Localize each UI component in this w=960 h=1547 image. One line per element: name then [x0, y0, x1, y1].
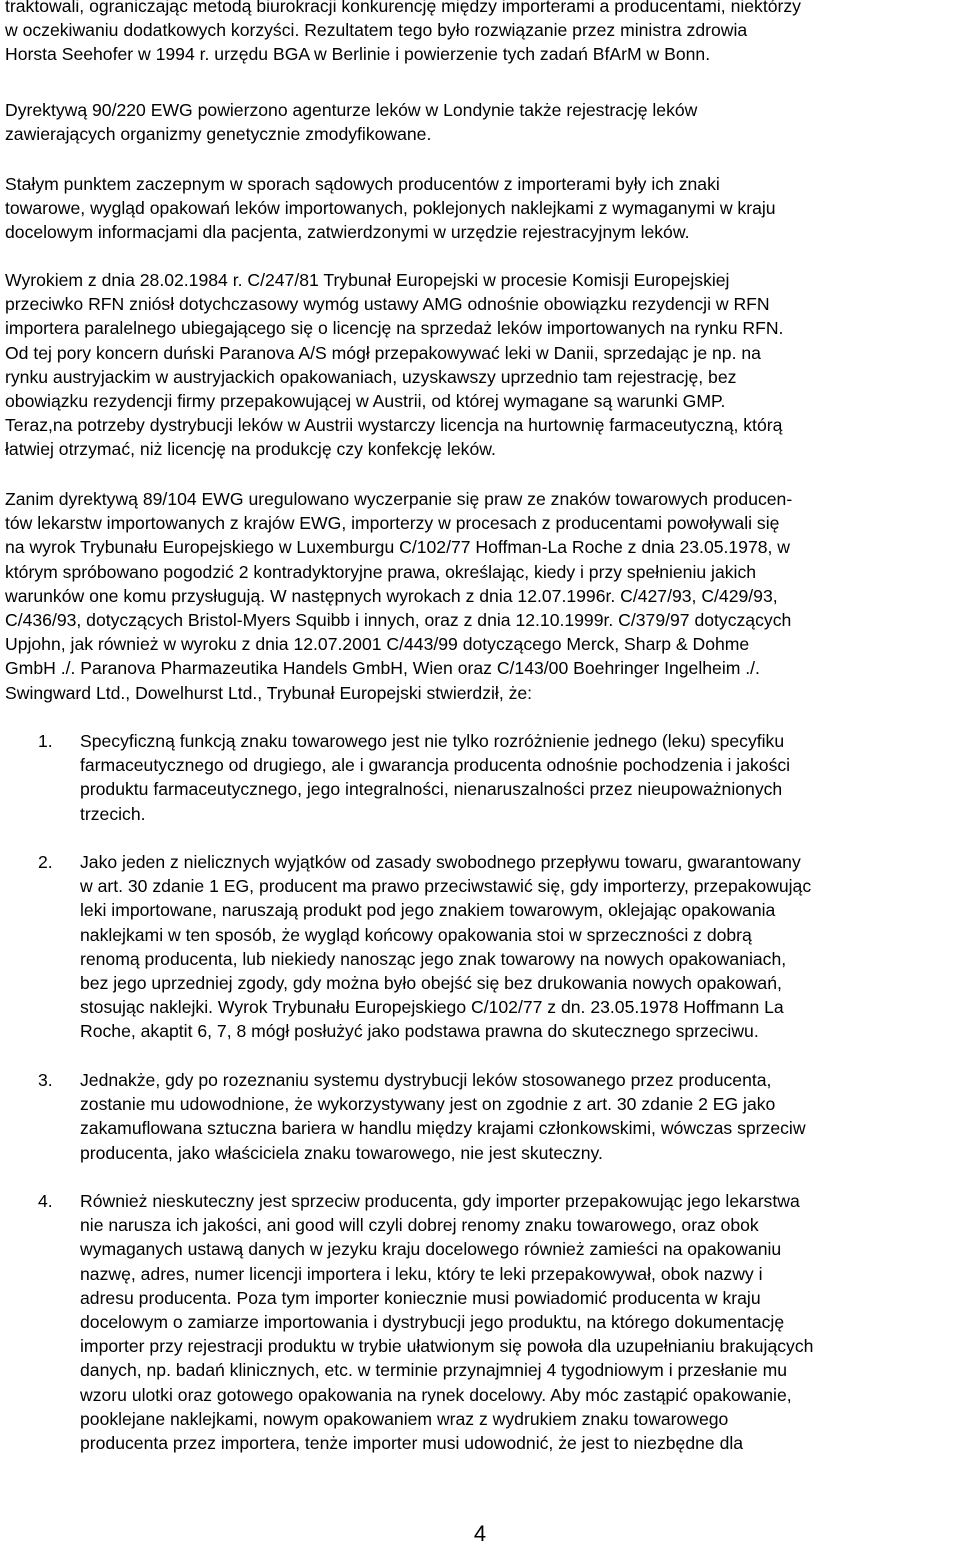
- text-line: Stałym punktem zaczepnym w sporach sądowych producentów z importerami były ich znaki: [5, 174, 720, 194]
- text-line: Roche, akaptit 6, 7, 8 mógł posłużyć jako podstawa prawna do skutecznego sprzeciwu.: [80, 1021, 759, 1042]
- text-line: GmbH ./. Paranova Pharmazeutika Handels GmbH, Wien oraz C/143/00 Boehringer Ingelheim ./.: [5, 658, 760, 679]
- list-item-text: [80, 1068, 806, 1165]
- text-line: produktu farmaceutycznego, jego integralności, nienaruszalności przez nieupoważnionych: [80, 779, 783, 800]
- text-line: producenta, jako właściciela znaku towarowego, nie jest skuteczny.: [80, 1142, 603, 1163]
- page-number: 4: [473, 1521, 487, 1546]
- list-item-number: 1.: [38, 731, 53, 751]
- text-line: nazwę, adres, numer licencji importera i leku, który te leki przepakowywał, obok nazwy i: [80, 1263, 763, 1284]
- text-line: wzoru ulotki oraz gotowego opakowania na rynek docelowy. Aby móc zastąpić opakowanie,: [80, 1384, 792, 1405]
- paragraph-directive-89-104: [5, 487, 955, 705]
- text-line: na wyrok Trybunału Europejskiego w Luxemburgu C/102/77 Hoffman-La Roche z dnia 23.05.1978, w: [5, 537, 791, 558]
- text-line: rynku austryjackim w austryjackich opakowaniach, uzyskawszy uprzednio tam rejestrację, bez: [5, 366, 737, 387]
- text-line: naklejkami w ten sposób, że wygląd końcowy opakowania stoi w sprzeczności z dobrą: [80, 924, 752, 945]
- text-line: trzecich.: [80, 803, 146, 824]
- text-line: przeciwko RFN zniósł dotychczasowy wymóg ustawy AMG odnośnie obowiązku rezydencji w RFN: [5, 294, 770, 315]
- text-line: traktowali, ograniczając metodą biurokracji konkurencję między importerami a producentami, niektórzy: [5, 0, 801, 16]
- text-line: Zanim dyrektywą 89/104 EWG uregulowano wyczerpanie się praw ze znaków towarowych producen-: [5, 489, 793, 509]
- text-line: importera paralelnego ubiegającego się o licencję na sprzedaż leków importowanych na rynku RFN.: [5, 318, 784, 339]
- text-line: Od tej pory koncern duński Paranova A/S mógł przepakowywać leki w Danii, sprzedając je np. na: [5, 342, 761, 363]
- text-line: zawierających organizmy genetycznie zmodyfikowane.: [5, 124, 432, 145]
- text-line: renomą producenta, lub niekiedy nanosząc jego znak towarowy na nowych opakowaniach,: [80, 948, 787, 969]
- list-item-text: [80, 1189, 813, 1455]
- text-line: obowiązku rezydencji firmy przepakowującej w Austrii, od której wymagane są warunki GMP.: [5, 391, 726, 412]
- text-line: Swingward Ltd., Dowelhurst Ltd., Trybunał Europejski stwierdził, że:: [5, 682, 533, 703]
- text-line: Horsta Seehofer w 1994 r. urzędu BGA w Berlinie i powierzenie tych zadań BfArM w Bonn.: [5, 44, 711, 65]
- text-line: w art. 30 zdanie 1 EG, producent ma prawo przeciwstawić się, gdy importerzy, przepakowując: [80, 876, 812, 897]
- text-line: Upjohn, jak również w wyroku z dnia 12.07.2001 C/443/99 dotyczącego Merck, Sharp & Dohme: [5, 634, 750, 655]
- text-line: danych, np. badań klinicznych, etc. w terminie przynajmniej 4 tygodniowym i przesłanie mu: [80, 1360, 788, 1381]
- text-line: w oczekiwaniu dodatkowych korzyści. Rezultatem tego było rozwiązanie przez ministra zdrowia: [5, 20, 748, 41]
- text-line: wymaganych ustawą danych w jezyku kraju docelowego również zamieści na opakowaniu: [80, 1239, 782, 1260]
- text-line: docelowym informacjami dla pacjenta, zatwierdzonymi w urzędzie rejestracyjnym leków.: [5, 222, 690, 243]
- paragraph-judgment-1984: [5, 268, 955, 462]
- text-line: producenta przez importera, tenże importer musi udowodnić, że jest to niezbędne dla: [80, 1433, 744, 1454]
- text-line: którym spróbowano pogodzić 2 kontradyktoryjne prawa, określając, kiedy i przy spełnieniu jakich: [5, 561, 757, 582]
- text-line: Dyrektywą 90/220 EWG powierzono agenturze leków w Londynie także rejestrację leków: [5, 100, 698, 120]
- list-item-text: [80, 729, 790, 826]
- text-line: Specyficzną funkcją znaku towarowego jest nie tylko rozróżnienie jednego (leku) specyfiku: [80, 731, 785, 751]
- text-line: towarowe, wygląd opakowań leków importowanych, poklejonych naklejkami z wymaganymi w kraju: [5, 198, 776, 219]
- list-item-number: 3.: [38, 1070, 53, 1090]
- text-line: zakamuflowana sztuczna bariera w handlu między krajami członkowskimi, wówczas sprzeciw: [80, 1118, 806, 1139]
- paragraph-trademark-disputes: [5, 172, 955, 245]
- text-line: leki importowane, naruszają produkt pod jego znakiem towarowym, oklejając opakowania: [80, 900, 776, 921]
- text-line: stosując naklejki. Wyrok Trybunału Europejskiego C/102/77 z dn. 23.05.1978 Hoffmann La: [80, 997, 784, 1018]
- text-line: Również nieskuteczny jest sprzeciw producenta, gdy importer przepakowując jego lekarstwa: [80, 1191, 800, 1211]
- text-line: farmaceutycznego od drugiego, ale i gwarancja producenta odnośnie pochodzenia i jakości: [80, 755, 791, 776]
- list-item-number: 2.: [38, 852, 53, 872]
- list-item-text: [80, 850, 811, 1044]
- text-line: adresu producenta. Poza tym importer koniecznie musi powiadomić producenta w kraju: [80, 1287, 761, 1308]
- text-line: warunków one komu przysługują. W następnych wyrokach z dnia 12.07.1996r. C/427/93, C/429/93,: [5, 585, 778, 606]
- text-line: docelowym o zamiarze importowania i dystrybucji jego produktu, na którego dokumentację: [80, 1312, 785, 1333]
- text-line: łatwiej otrzymać, niż licencję na produkcję czy konfekcję leków.: [5, 439, 496, 460]
- list-item-number: 4.: [38, 1191, 53, 1211]
- text-line: Jako jeden z nielicznych wyjątków od zasady swobodnego przepływu towaru, gwarantowany: [80, 852, 801, 872]
- text-line: tów lekarstw importowanych z krajów EWG, importerzy w procesach z producentami powoływali się: [5, 513, 780, 534]
- text-line: importer przy rejestracji produktu w trybie ułatwionym się powoła dla uzupełnianiu brakujących: [80, 1336, 814, 1357]
- text-line: zostanie mu udowodnione, że wykorzystywany jest on zgodnie z art. 30 zdanie 2 EG jako: [80, 1094, 776, 1115]
- text-line: nie narusza ich jakości, ani good will czyli dobrej renomy znaku towarowego, oraz obok: [80, 1215, 759, 1236]
- text-line: pooklejane naklejkami, nowym opakowaniem wraz z wydrukiem znaku towarowego: [80, 1408, 729, 1429]
- text-line: Teraz,na potrzeby dystrybucji leków w Austrii wystarczy licencja na hurtownię farmaceutyczną, którą: [5, 415, 783, 436]
- paragraph-bga-dissolution: [5, 0, 955, 67]
- text-line: Jednakże, gdy po rozeznaniu systemu dystrybucji leków stosowanego przez producenta,: [80, 1070, 772, 1090]
- text-line: C/436/93, dotyczących Bristol-Myers Squibb i innych, oraz z dnia 12.10.1999r. C/379/97 dotyczących: [5, 610, 792, 631]
- text-line: Wyrokiem z dnia 28.02.1984 r. C/247/81 Trybunał Europejski w procesie Komisji Europejskiej: [5, 270, 730, 290]
- text-line: bez jego uprzedniej zgody, gdy można było obejść się bez drukowania nowych opakowań,: [80, 973, 782, 994]
- paragraph-directive-90-220: [5, 98, 955, 146]
